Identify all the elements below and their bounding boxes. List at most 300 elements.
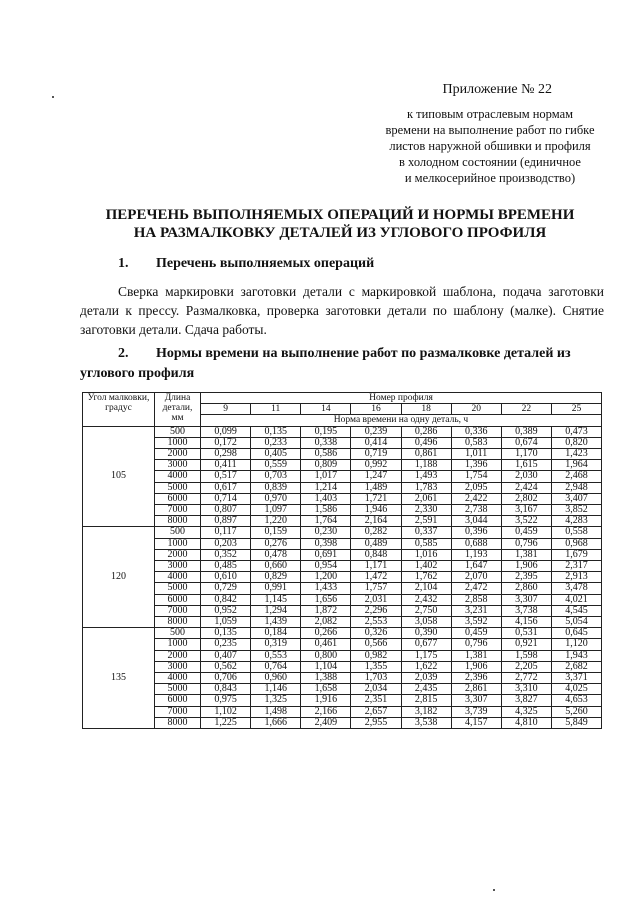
norm-value-cell: 1,472 <box>351 572 401 583</box>
norm-value-cell: 1,586 <box>301 504 351 515</box>
time-norms-table <box>82 392 602 729</box>
norm-value-cell: 0,829 <box>251 572 301 583</box>
norm-value-cell: 1,679 <box>551 549 601 560</box>
norm-value-cell: 0,800 <box>301 650 351 661</box>
norm-value-cell: 0,558 <box>551 527 601 538</box>
length-cell: 500 <box>155 628 201 639</box>
norm-value-cell: 0,411 <box>201 460 251 471</box>
norm-value-cell: 2,166 <box>301 706 351 717</box>
norm-value-cell: 0,677 <box>401 639 451 650</box>
length-cell: 1000 <box>155 639 201 650</box>
norm-value-cell: 2,468 <box>551 471 601 482</box>
norm-value-cell: 5,260 <box>551 706 601 717</box>
scan-speck <box>52 96 54 98</box>
norm-value-cell: 0,921 <box>501 639 551 650</box>
column-header-angle: Угол малковки, градус <box>83 393 155 427</box>
norm-value-cell: 1,016 <box>401 549 451 560</box>
norm-value-cell: 0,703 <box>251 471 301 482</box>
scan-speck <box>493 889 495 891</box>
norm-value-cell: 1,489 <box>351 482 401 493</box>
norm-value-cell: 1,906 <box>451 661 501 672</box>
norm-value-cell: 2,296 <box>351 605 401 616</box>
norm-value-cell: 1,647 <box>451 561 501 572</box>
norm-value-cell: 3,407 <box>551 493 601 504</box>
norm-value-cell: 3,592 <box>451 617 501 628</box>
table-row <box>83 583 602 594</box>
norm-value-cell: 0,239 <box>351 426 401 437</box>
norm-value-cell: 2,205 <box>501 661 551 672</box>
norm-value-cell: 3,522 <box>501 516 551 527</box>
profile-number-cell: 22 <box>501 404 551 415</box>
norm-header: Норма времени на одну деталь, ч <box>201 415 602 426</box>
norm-value-cell: 0,729 <box>201 583 251 594</box>
norm-value-cell: 3,478 <box>551 583 601 594</box>
page-title <box>60 206 620 242</box>
norm-value-cell: 1,916 <box>301 695 351 706</box>
norm-value-cell: 2,802 <box>501 493 551 504</box>
norm-value-cell: 1,388 <box>301 673 351 684</box>
table-row <box>83 538 602 549</box>
norm-value-cell: 1,906 <box>501 561 551 572</box>
norm-value-cell: 2,061 <box>401 493 451 504</box>
table-row <box>83 695 602 706</box>
norm-value-cell: 0,266 <box>301 628 351 639</box>
norm-value-cell: 1,783 <box>401 482 451 493</box>
norm-value-cell: 0,298 <box>201 448 251 459</box>
angle-cell: 105 <box>83 426 155 527</box>
norm-value-cell: 0,839 <box>251 482 301 493</box>
norm-value-cell: 0,807 <box>201 504 251 515</box>
table-row <box>83 650 602 661</box>
norm-value-cell: 0,843 <box>201 684 251 695</box>
profile-number-cell: 11 <box>251 404 301 415</box>
norm-value-cell: 0,975 <box>201 695 251 706</box>
length-cell: 3000 <box>155 661 201 672</box>
norm-value-cell: 0,338 <box>301 437 351 448</box>
norm-value-cell: 0,398 <box>301 538 351 549</box>
norm-value-cell: 1,017 <box>301 471 351 482</box>
norm-value-cell: 0,617 <box>201 482 251 493</box>
norm-value-cell: 1,946 <box>351 504 401 515</box>
column-header-length: Длина детали, мм <box>155 393 201 427</box>
norm-value-cell: 0,968 <box>551 538 601 549</box>
norm-value-cell: 0,473 <box>551 426 601 437</box>
length-cell: 8000 <box>155 617 201 628</box>
length-cell: 4000 <box>155 673 201 684</box>
section-title: Перечень выполняемых операций <box>156 256 375 271</box>
profile-number-cell: 20 <box>451 404 501 415</box>
norm-value-cell: 1,247 <box>351 471 401 482</box>
table-row <box>83 437 602 448</box>
norm-value-cell: 3,307 <box>451 695 501 706</box>
table-row <box>83 471 602 482</box>
norm-value-cell: 1,757 <box>351 583 401 594</box>
norm-value-cell: 0,117 <box>201 527 251 538</box>
norm-value-cell: 1,171 <box>351 561 401 572</box>
norm-value-cell: 2,095 <box>451 482 501 493</box>
norm-value-cell: 0,610 <box>201 572 251 583</box>
profile-number-cell: 25 <box>551 404 601 415</box>
norm-value-cell: 1,145 <box>251 594 301 605</box>
norm-value-cell: 0,184 <box>251 628 301 639</box>
norm-value-cell: 3,182 <box>401 706 451 717</box>
norm-value-cell: 2,070 <box>451 572 501 583</box>
section-2-heading <box>80 344 604 384</box>
norm-value-cell: 0,960 <box>251 673 301 684</box>
norm-value-cell: 0,991 <box>251 583 301 594</box>
norm-value-cell: 0,586 <box>301 448 351 459</box>
norm-value-cell: 1,220 <box>251 516 301 527</box>
norm-value-cell: 1,964 <box>551 460 601 471</box>
table-row <box>83 504 602 515</box>
norm-value-cell: 3,371 <box>551 673 601 684</box>
norm-value-cell: 0,566 <box>351 639 401 650</box>
norm-value-cell: 1,355 <box>351 661 401 672</box>
length-cell: 1000 <box>155 437 201 448</box>
length-cell: 1000 <box>155 538 201 549</box>
norm-value-cell: 0,954 <box>301 561 351 572</box>
norm-value-cell: 2,955 <box>351 717 401 728</box>
table-row <box>83 706 602 717</box>
norm-value-cell: 1,439 <box>251 617 301 628</box>
norm-value-cell: 2,396 <box>451 673 501 684</box>
norm-value-cell: 1,666 <box>251 717 301 728</box>
norm-value-cell: 1,146 <box>251 684 301 695</box>
table-row <box>83 482 602 493</box>
length-cell: 8000 <box>155 516 201 527</box>
table-row <box>83 617 602 628</box>
length-cell: 500 <box>155 426 201 437</box>
length-cell: 7000 <box>155 706 201 717</box>
profile-number-header: Номер профиля <box>201 393 602 404</box>
norm-value-cell: 1,170 <box>501 448 551 459</box>
profile-number-cell: 18 <box>401 404 451 415</box>
norm-value-cell: 0,691 <box>301 549 351 560</box>
norm-value-cell: 2,424 <box>501 482 551 493</box>
norm-value-cell: 2,750 <box>401 605 451 616</box>
table-row <box>83 448 602 459</box>
norm-value-cell: 3,852 <box>551 504 601 515</box>
norm-value-cell: 1,656 <box>301 594 351 605</box>
norm-value-cell: 4,810 <box>501 717 551 728</box>
table-body <box>83 426 602 728</box>
norm-value-cell: 0,992 <box>351 460 401 471</box>
norm-value-cell: 1,225 <box>201 717 251 728</box>
norm-value-cell: 0,796 <box>451 639 501 650</box>
norm-value-cell: 5,849 <box>551 717 601 728</box>
norm-value-cell: 0,952 <box>201 605 251 616</box>
norm-value-cell: 2,657 <box>351 706 401 717</box>
subtitle-line: к типовым отраслевым нормам <box>406 107 574 121</box>
length-cell: 7000 <box>155 605 201 616</box>
norm-value-cell: 2,317 <box>551 561 601 572</box>
norm-value-cell: 1,703 <box>351 673 401 684</box>
norm-value-cell: 2,553 <box>351 617 401 628</box>
norm-value-cell: 0,282 <box>351 527 401 538</box>
table-row <box>83 493 602 504</box>
length-cell: 7000 <box>155 504 201 515</box>
table-row <box>83 516 602 527</box>
length-cell: 6000 <box>155 695 201 706</box>
norm-value-cell: 0,897 <box>201 516 251 527</box>
norm-value-cell: 0,319 <box>251 639 301 650</box>
norm-value-cell: 2,472 <box>451 583 501 594</box>
norm-value-cell: 1,097 <box>251 504 301 515</box>
norm-value-cell: 3,538 <box>401 717 451 728</box>
norm-value-cell: 0,459 <box>451 628 501 639</box>
norm-value-cell: 2,435 <box>401 684 451 695</box>
norm-value-cell: 2,682 <box>551 661 601 672</box>
norm-value-cell: 0,407 <box>201 650 251 661</box>
norm-value-cell: 2,948 <box>551 482 601 493</box>
table-row <box>83 717 602 728</box>
norm-value-cell: 0,326 <box>351 628 401 639</box>
section-title: Нормы времени на выполнение работ по размалковке деталей из углового профиля <box>80 346 571 381</box>
norm-value-cell: 0,809 <box>301 460 351 471</box>
length-cell: 5000 <box>155 583 201 594</box>
norm-value-cell: 4,021 <box>551 594 601 605</box>
norm-value-cell: 1,200 <box>301 572 351 583</box>
norm-value-cell: 3,167 <box>501 504 551 515</box>
table-row <box>83 639 602 650</box>
norm-value-cell: 1,059 <box>201 617 251 628</box>
title-line: ПЕРЕЧЕНЬ ВЫПОЛНЯЕМЫХ ОПЕРАЦИЙ И НОРМЫ ВРЕМЕНИ <box>105 207 575 223</box>
length-cell: 2000 <box>155 650 201 661</box>
norm-value-cell: 1,294 <box>251 605 301 616</box>
norm-value-cell: 3,307 <box>501 594 551 605</box>
norm-value-cell: 1,188 <box>401 460 451 471</box>
length-cell: 8000 <box>155 717 201 728</box>
table-row <box>83 460 602 471</box>
norm-value-cell: 1,622 <box>401 661 451 672</box>
section-1-heading <box>118 256 374 272</box>
table-row <box>83 605 602 616</box>
norm-value-cell: 3,739 <box>451 706 501 717</box>
length-cell: 3000 <box>155 460 201 471</box>
norm-value-cell: 3,058 <box>401 617 451 628</box>
norm-value-cell: 0,485 <box>201 561 251 572</box>
norm-value-cell: 1,615 <box>501 460 551 471</box>
section-1-text: Сверка маркировки заготовки детали с маркировкой шаблона, подача заготовки детали к прессу. Размалковка, проверка заготовки детали по шаблону (малке). Снятие заготовки детали. Сдача работы. <box>80 284 604 337</box>
norm-value-cell: 0,203 <box>201 538 251 549</box>
norm-value-cell: 0,820 <box>551 437 601 448</box>
norm-value-cell: 0,099 <box>201 426 251 437</box>
norm-value-cell: 0,553 <box>251 650 301 661</box>
norm-value-cell: 0,337 <box>401 527 451 538</box>
table-row <box>83 426 602 437</box>
norm-value-cell: 1,403 <box>301 493 351 504</box>
norm-value-cell: 3,738 <box>501 605 551 616</box>
subtitle-line: листов наружной обшивки и профиля <box>389 139 591 153</box>
norm-value-cell: 2,030 <box>501 471 551 482</box>
table-row <box>83 661 602 672</box>
norm-value-cell: 0,489 <box>351 538 401 549</box>
length-cell: 5000 <box>155 684 201 695</box>
norm-value-cell: 0,235 <box>201 639 251 650</box>
section-number: 2. <box>118 346 129 361</box>
norm-value-cell: 0,389 <box>501 426 551 437</box>
norm-value-cell: 0,230 <box>301 527 351 538</box>
norm-value-cell: 0,660 <box>251 561 301 572</box>
norm-value-cell: 0,286 <box>401 426 451 437</box>
norm-value-cell: 0,172 <box>201 437 251 448</box>
norm-value-cell: 0,195 <box>301 426 351 437</box>
norm-value-cell: 1,764 <box>301 516 351 527</box>
norm-value-cell: 0,719 <box>351 448 401 459</box>
norm-value-cell: 2,860 <box>501 583 551 594</box>
section-number: 1. <box>118 256 129 271</box>
norm-value-cell: 2,031 <box>351 594 401 605</box>
norm-value-cell: 4,025 <box>551 684 601 695</box>
norm-value-cell: 0,688 <box>451 538 501 549</box>
norm-value-cell: 1,658 <box>301 684 351 695</box>
norm-value-cell: 0,861 <box>401 448 451 459</box>
norm-value-cell: 0,531 <box>501 628 551 639</box>
norm-value-cell: 2,591 <box>401 516 451 527</box>
norm-value-cell: 0,135 <box>201 628 251 639</box>
norm-value-cell: 0,764 <box>251 661 301 672</box>
profile-number-cell: 16 <box>351 404 401 415</box>
norm-value-cell: 4,283 <box>551 516 601 527</box>
norm-value-cell: 2,913 <box>551 572 601 583</box>
subtitle-line: и мелкосерийное производство) <box>404 171 576 185</box>
norm-value-cell: 0,674 <box>501 437 551 448</box>
norm-value-cell: 1,011 <box>451 448 501 459</box>
norm-value-cell: 2,815 <box>401 695 451 706</box>
norm-value-cell: 0,714 <box>201 493 251 504</box>
angle-cell: 120 <box>83 527 155 628</box>
norm-value-cell: 0,233 <box>251 437 301 448</box>
norm-value-cell: 2,104 <box>401 583 451 594</box>
norm-value-cell: 1,402 <box>401 561 451 572</box>
norm-value-cell: 0,796 <box>501 538 551 549</box>
angle-cell: 135 <box>83 628 155 729</box>
norm-value-cell: 1,381 <box>451 650 501 661</box>
norm-value-cell: 4,653 <box>551 695 601 706</box>
norm-value-cell: 1,104 <box>301 661 351 672</box>
length-cell: 4000 <box>155 572 201 583</box>
norm-value-cell: 0,405 <box>251 448 301 459</box>
norm-value-cell: 1,175 <box>401 650 451 661</box>
appendix-number: Приложение № 22 <box>442 82 552 97</box>
profile-number-cell: 14 <box>301 404 351 415</box>
norm-value-cell: 0,842 <box>201 594 251 605</box>
norm-value-cell: 0,562 <box>201 661 251 672</box>
norm-value-cell: 2,858 <box>451 594 501 605</box>
norm-value-cell: 2,409 <box>301 717 351 728</box>
profile-number-cell: 9 <box>201 404 251 415</box>
norm-value-cell: 4,157 <box>451 717 501 728</box>
norm-value-cell: 0,583 <box>451 437 501 448</box>
norm-value-cell: 2,861 <box>451 684 501 695</box>
norm-value-cell: 1,598 <box>501 650 551 661</box>
norm-value-cell: 1,493 <box>401 471 451 482</box>
norm-value-cell: 1,498 <box>251 706 301 717</box>
norm-value-cell: 2,164 <box>351 516 401 527</box>
norm-value-cell: 3,827 <box>501 695 551 706</box>
norm-value-cell: 4,156 <box>501 617 551 628</box>
norm-value-cell: 1,102 <box>201 706 251 717</box>
norm-value-cell: 0,559 <box>251 460 301 471</box>
table-row <box>83 572 602 583</box>
length-cell: 4000 <box>155 471 201 482</box>
norm-value-cell: 1,381 <box>501 549 551 560</box>
norm-value-cell: 1,943 <box>551 650 601 661</box>
norm-value-cell: 0,496 <box>401 437 451 448</box>
length-cell: 6000 <box>155 594 201 605</box>
norm-value-cell: 1,120 <box>551 639 601 650</box>
norm-value-cell: 0,459 <box>501 527 551 538</box>
norm-value-cell: 3,231 <box>451 605 501 616</box>
length-cell: 6000 <box>155 493 201 504</box>
table-row <box>83 673 602 684</box>
norm-value-cell: 1,721 <box>351 493 401 504</box>
norm-value-cell: 0,336 <box>451 426 501 437</box>
norm-value-cell: 2,738 <box>451 504 501 515</box>
norm-value-cell: 1,423 <box>551 448 601 459</box>
norm-value-cell: 2,432 <box>401 594 451 605</box>
norm-value-cell: 0,390 <box>401 628 451 639</box>
norm-value-cell: 0,970 <box>251 493 301 504</box>
length-cell: 5000 <box>155 482 201 493</box>
norm-value-cell: 4,545 <box>551 605 601 616</box>
norm-value-cell: 2,422 <box>451 493 501 504</box>
norm-value-cell: 0,982 <box>351 650 401 661</box>
length-cell: 2000 <box>155 448 201 459</box>
norm-value-cell: 2,034 <box>351 684 401 695</box>
subtitle-line: в холодном состоянии (единичное <box>399 155 581 169</box>
norm-value-cell: 1,193 <box>451 549 501 560</box>
norm-value-cell: 2,772 <box>501 673 551 684</box>
norm-value-cell: 2,039 <box>401 673 451 684</box>
norm-value-cell: 0,159 <box>251 527 301 538</box>
norm-value-cell: 2,330 <box>401 504 451 515</box>
table-row <box>83 561 602 572</box>
norm-value-cell: 1,396 <box>451 460 501 471</box>
norm-value-cell: 1,762 <box>401 572 451 583</box>
norm-value-cell: 0,848 <box>351 549 401 560</box>
norm-value-cell: 0,478 <box>251 549 301 560</box>
table-row <box>83 549 602 560</box>
norm-value-cell: 2,395 <box>501 572 551 583</box>
norm-value-cell: 5,054 <box>551 617 601 628</box>
norm-value-cell: 1,754 <box>451 471 501 482</box>
norm-value-cell: 0,396 <box>451 527 501 538</box>
norm-value-cell: 0,585 <box>401 538 451 549</box>
length-cell: 3000 <box>155 561 201 572</box>
norm-value-cell: 4,325 <box>501 706 551 717</box>
length-cell: 500 <box>155 527 201 538</box>
norm-value-cell: 2,082 <box>301 617 351 628</box>
title-line: НА РАЗМАЛКОВКУ ДЕТАЛЕЙ ИЗ УГЛОВОГО ПРОФИЛЯ <box>133 225 547 241</box>
norm-value-cell: 0,706 <box>201 673 251 684</box>
norm-value-cell: 0,352 <box>201 549 251 560</box>
norm-value-cell: 1,433 <box>301 583 351 594</box>
norm-value-cell: 3,044 <box>451 516 501 527</box>
appendix-subtitle <box>360 106 620 186</box>
table-row <box>83 527 602 538</box>
norm-value-cell: 1,872 <box>301 605 351 616</box>
norm-value-cell: 3,310 <box>501 684 551 695</box>
length-cell: 2000 <box>155 549 201 560</box>
table-row <box>83 594 602 605</box>
norm-value-cell: 1,214 <box>301 482 351 493</box>
norm-value-cell: 1,325 <box>251 695 301 706</box>
norm-value-cell: 0,135 <box>251 426 301 437</box>
norm-value-cell: 0,645 <box>551 628 601 639</box>
norm-value-cell: 0,517 <box>201 471 251 482</box>
table-row <box>83 684 602 695</box>
